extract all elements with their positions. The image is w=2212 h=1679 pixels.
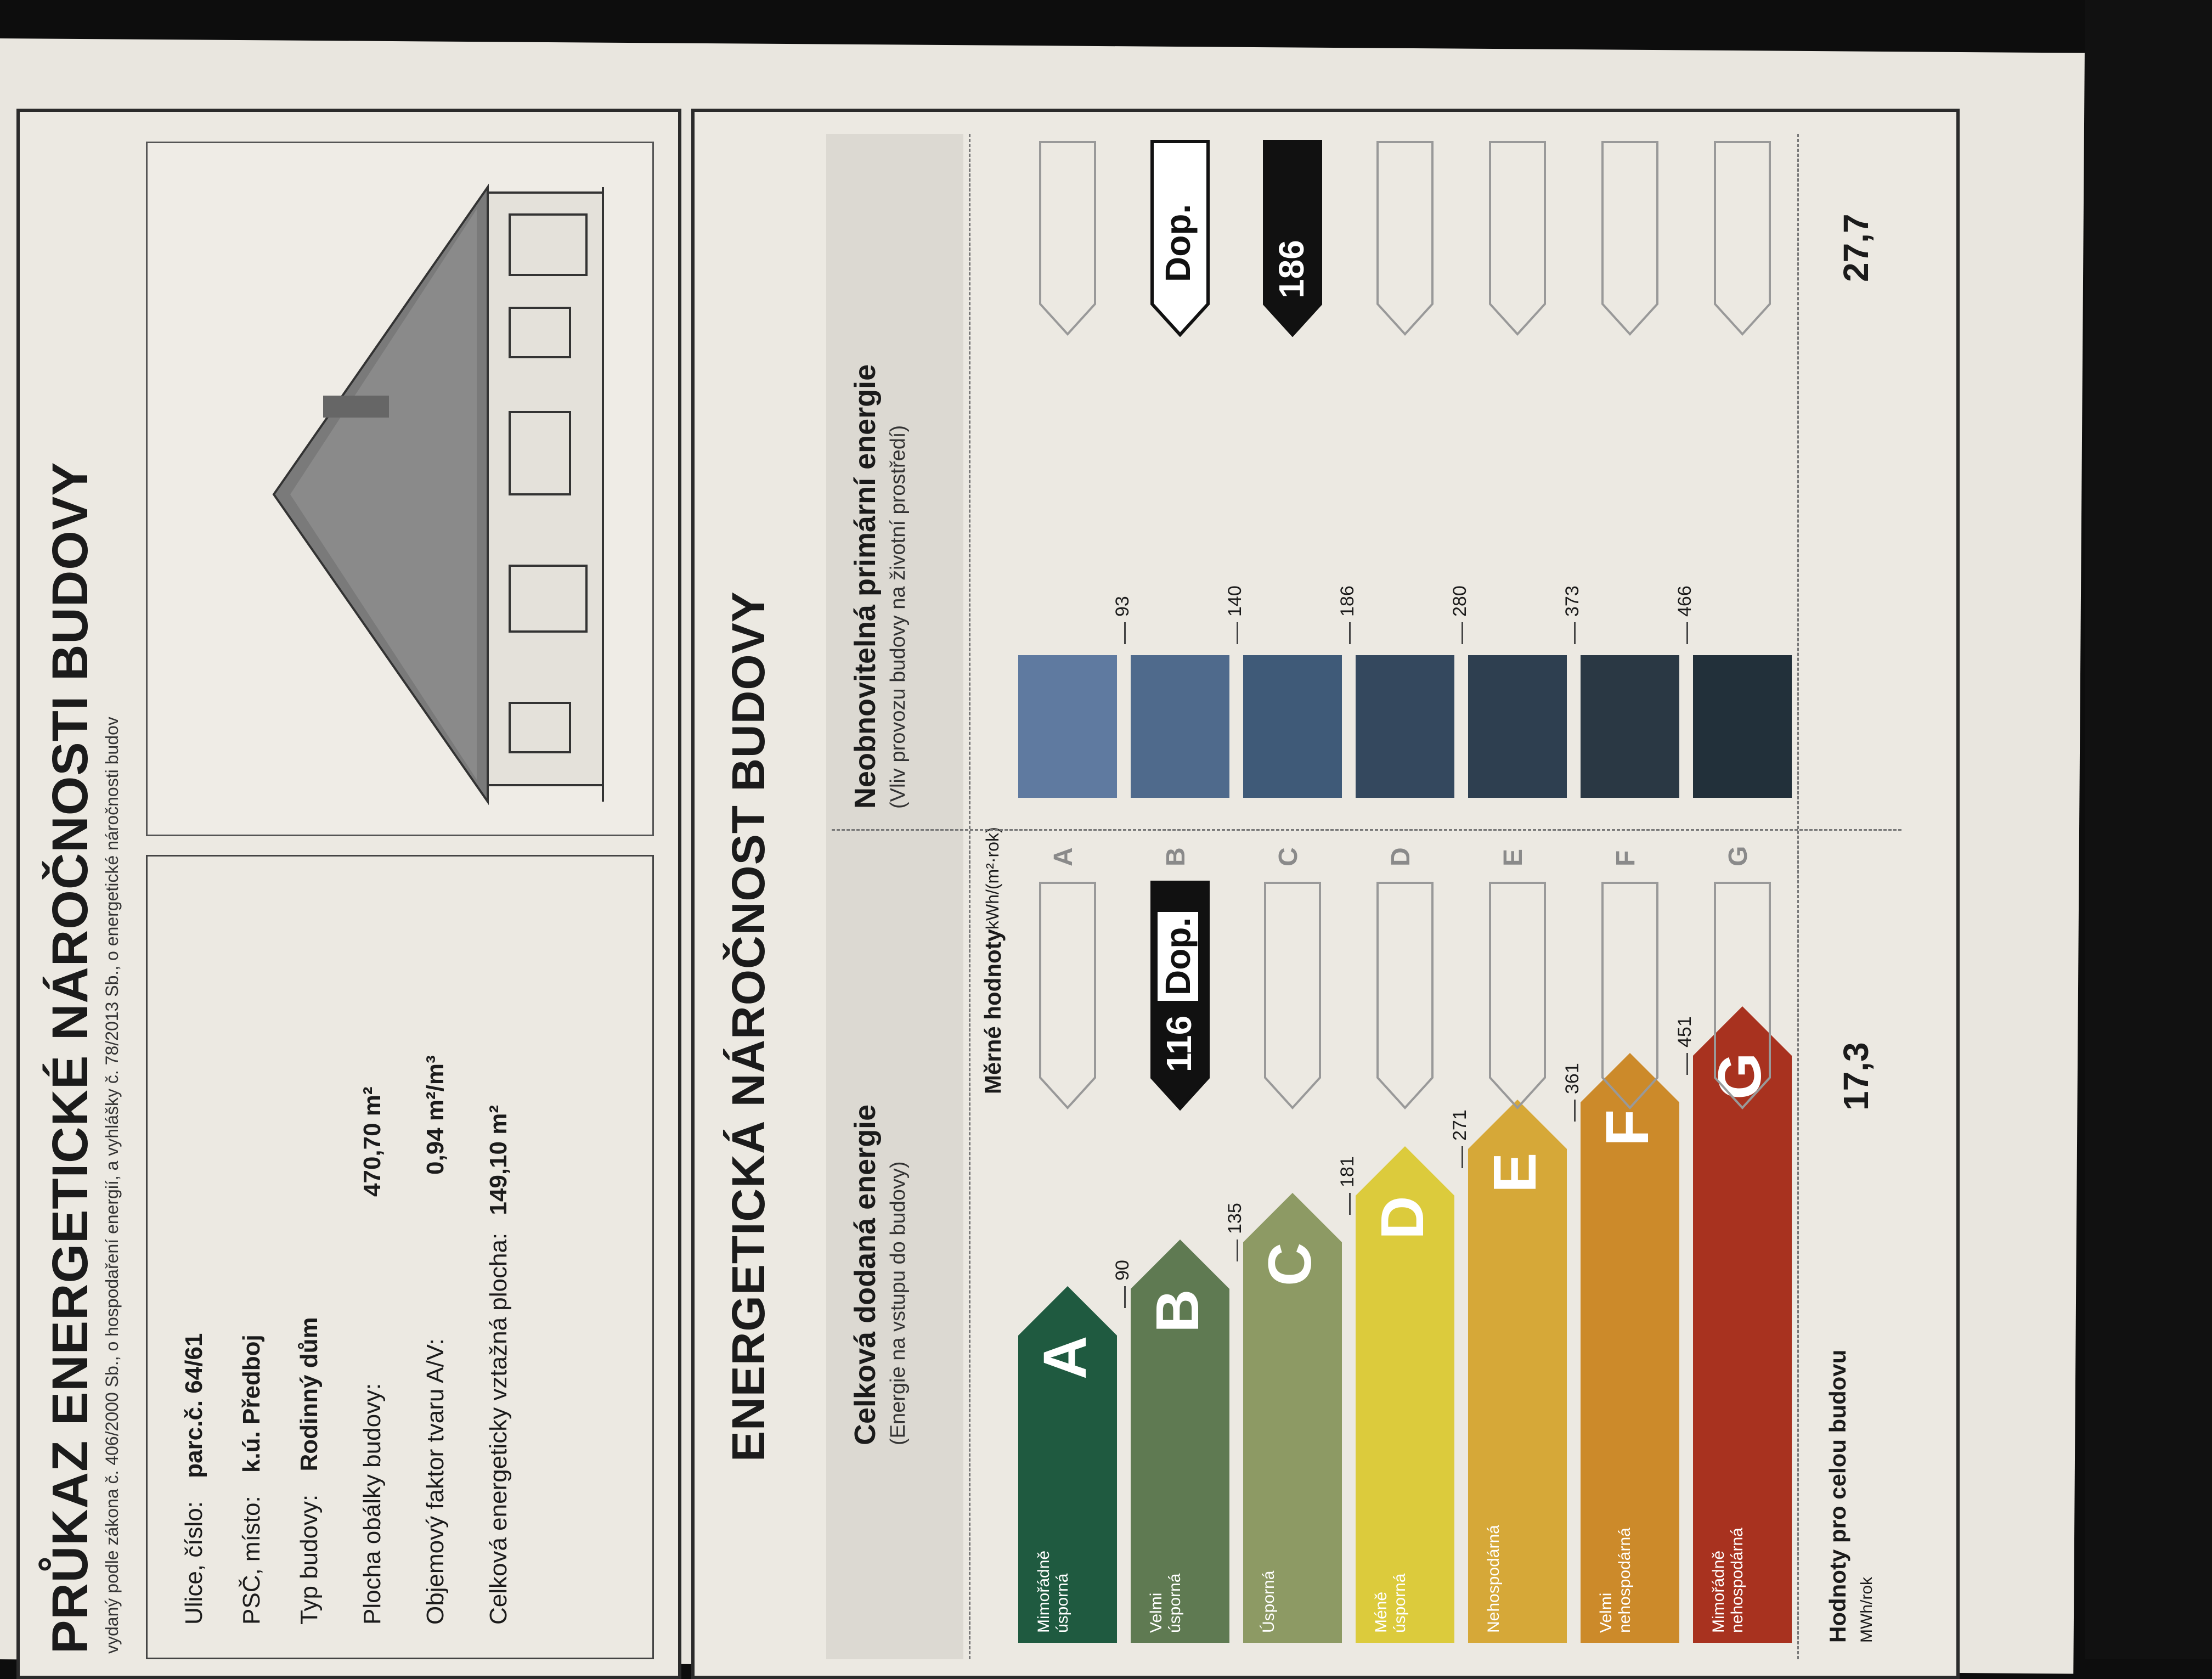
class-bar-b bbox=[1131, 1239, 1229, 1643]
limit-tick-d bbox=[1462, 1146, 1463, 1168]
primary-limit-tick-c bbox=[1349, 622, 1351, 644]
energy-certificate bbox=[16, 115, 1959, 1679]
primary-bar-a bbox=[1018, 655, 1117, 798]
column-letter-e: E bbox=[1499, 848, 1528, 866]
primary-reference-indicator bbox=[1150, 139, 1210, 337]
limit-value-e: 361 bbox=[1562, 1063, 1583, 1094]
limit-value-d: 271 bbox=[1449, 1109, 1470, 1141]
primary-limit-value-f: 466 bbox=[1674, 585, 1695, 617]
street-row bbox=[180, 1333, 208, 1625]
building-drawing bbox=[146, 142, 654, 836]
psc-value: k.ú. Předboj bbox=[238, 1334, 265, 1473]
limit-value-b: 135 bbox=[1224, 1203, 1245, 1234]
primary-slot-d bbox=[1375, 139, 1435, 337]
limit-tick-f bbox=[1686, 1053, 1688, 1075]
house-sketch-image bbox=[148, 143, 652, 835]
total-primary-value: 27,7 bbox=[1836, 213, 1876, 282]
column-divider bbox=[832, 829, 1901, 831]
limit-value-f: 451 bbox=[1674, 1016, 1695, 1047]
specific-values-label: Měrné hodnoty bbox=[980, 929, 1006, 1094]
primary-indicator bbox=[1262, 139, 1323, 337]
column-letter-b: B bbox=[1161, 847, 1190, 866]
delivered-energy-title: Celková dodaná energie bbox=[849, 1104, 882, 1445]
footer-divider bbox=[1797, 134, 1799, 1659]
class-bar-c bbox=[1243, 1193, 1342, 1643]
class-label-f: Velmi nehospodárná bbox=[1597, 1528, 1634, 1633]
area-value: 149,10 m² bbox=[485, 1105, 512, 1215]
primary-limit-value-a: 93 bbox=[1112, 596, 1133, 617]
class-label-d: Méně úsporná bbox=[1372, 1573, 1409, 1633]
header-divider bbox=[969, 134, 970, 1659]
primary-slot-g bbox=[1712, 139, 1773, 337]
total-label: Hodnoty pro celou budovu bbox=[1825, 1349, 1850, 1643]
primary-bar-f bbox=[1581, 655, 1679, 798]
primary-energy-title: Neobnovitelná primární energie bbox=[849, 364, 882, 809]
envelope-label: Plocha obálky budovy: bbox=[359, 1383, 386, 1625]
envelope-value: 470,70 m² bbox=[359, 1086, 386, 1197]
class-letter-e: E bbox=[1481, 1152, 1549, 1193]
factor-label: Objemový faktor tvaru A/V: bbox=[422, 1338, 449, 1625]
type-row bbox=[296, 1317, 323, 1625]
class-letter-f: F bbox=[1594, 1109, 1661, 1146]
limit-tick-a bbox=[1124, 1286, 1126, 1308]
primary-energy-subtitle: (Vliv provozu budovy na životní prostředí) bbox=[887, 425, 910, 809]
primary-limit-tick-a bbox=[1124, 622, 1126, 644]
envelope-row bbox=[359, 1086, 386, 1625]
street-value: parc.č. 64/61 bbox=[180, 1333, 207, 1478]
class-bar-f bbox=[1581, 1053, 1679, 1643]
primary-limit-tick-d bbox=[1462, 622, 1463, 644]
class-bar-d bbox=[1356, 1146, 1454, 1643]
primary-limit-value-c: 186 bbox=[1337, 585, 1358, 617]
limit-tick-e bbox=[1574, 1100, 1576, 1122]
primary-reference-indicator-tag: Dop. bbox=[1158, 199, 1198, 288]
primary-bar-c bbox=[1243, 655, 1342, 798]
delivered-indicator bbox=[1150, 880, 1210, 1111]
primary-bar-g bbox=[1693, 655, 1792, 798]
specific-values-unit: kWh/(m²·rok) bbox=[983, 827, 1002, 929]
limit-tick-c bbox=[1349, 1193, 1351, 1215]
class-label-e: Nehospodárná bbox=[1485, 1525, 1503, 1633]
primary-limit-value-e: 373 bbox=[1562, 585, 1583, 617]
class-label-a: Mimořádně úsporná bbox=[1035, 1550, 1071, 1633]
primary-slot-f bbox=[1600, 139, 1660, 337]
type-label: Typ budovy: bbox=[296, 1494, 323, 1625]
total-delivered-value: 17,3 bbox=[1836, 1042, 1876, 1111]
certificate-title: PRŮKAZ ENERGETICKÉ NÁROČNOSTI BUDOVY bbox=[42, 461, 98, 1654]
energy-frame bbox=[691, 109, 1960, 1679]
background-edge bbox=[2085, 0, 2212, 1659]
limit-value-a: 90 bbox=[1112, 1260, 1133, 1281]
area-label: Celková energeticky vztažná plocha: bbox=[485, 1232, 512, 1625]
primary-limit-tick-e bbox=[1574, 622, 1576, 644]
class-label-c: Úsporná bbox=[1260, 1570, 1278, 1633]
delivered-slot-a bbox=[1037, 880, 1098, 1111]
primary-bar-e bbox=[1468, 655, 1567, 798]
primary-limit-tick-b bbox=[1237, 622, 1238, 644]
total-unit: MWh/rok bbox=[1858, 1577, 1876, 1643]
delivered-indicator-value: 116 bbox=[1159, 1015, 1199, 1072]
primary-limit-value-b: 140 bbox=[1224, 585, 1245, 617]
header-frame bbox=[16, 109, 681, 1679]
column-letter-f: F bbox=[1611, 850, 1640, 866]
delivered-slot-d bbox=[1375, 880, 1435, 1111]
primary-limit-value-d: 280 bbox=[1449, 585, 1470, 617]
primary-limit-tick-f bbox=[1686, 622, 1688, 644]
delivered-slot-e bbox=[1487, 880, 1548, 1111]
column-letter-c: C bbox=[1274, 847, 1303, 866]
primary-slot-e bbox=[1487, 139, 1548, 337]
delivered-slot-f bbox=[1600, 880, 1660, 1111]
column-letter-g: G bbox=[1724, 846, 1753, 866]
primary-bar-b bbox=[1131, 655, 1229, 798]
primary-indicator-shape bbox=[1262, 139, 1323, 337]
factor-value: 0,94 m²/m³ bbox=[422, 1055, 449, 1175]
class-bar-e bbox=[1468, 1100, 1567, 1643]
column-letter-d: D bbox=[1386, 847, 1415, 866]
primary-indicator-value: 186 bbox=[1272, 240, 1311, 298]
delivered-slot-g bbox=[1712, 880, 1773, 1111]
limit-tick-b bbox=[1237, 1239, 1238, 1261]
type-value: Rodinný dům bbox=[296, 1317, 323, 1472]
primary-slot-a bbox=[1037, 139, 1098, 337]
delivered-indicator-tag: Dop. bbox=[1158, 912, 1198, 1001]
column-letter-a: A bbox=[1049, 847, 1078, 866]
delivered-slot-c bbox=[1262, 880, 1323, 1111]
class-letter-b: B bbox=[1144, 1289, 1211, 1333]
street-label: Ulice, číslo: bbox=[180, 1501, 207, 1625]
psc-label: PSČ, místo: bbox=[238, 1496, 265, 1625]
class-letter-d: D bbox=[1369, 1196, 1436, 1239]
primary-bar-d bbox=[1356, 655, 1454, 798]
section-title: ENERGETICKÁ NÁROČNOST BUDOVY bbox=[723, 591, 774, 1462]
class-letter-a: A bbox=[1031, 1336, 1099, 1379]
class-label-b: Velmi úsporná bbox=[1147, 1573, 1184, 1633]
class-letter-g: G bbox=[1706, 1052, 1774, 1100]
class-bar-a bbox=[1018, 1286, 1117, 1643]
area-row bbox=[485, 1105, 512, 1625]
psc-row bbox=[238, 1334, 266, 1625]
certificate-subtitle: vydaný podle zákona č. 406/2000 Sb., o hospodaření energií, a vyhlášky č. 78/2013 Sb., o energetické náročnosti budov bbox=[102, 717, 122, 1654]
class-label-g: Mimořádně nehospodárná bbox=[1709, 1528, 1746, 1633]
class-letter-c: C bbox=[1256, 1242, 1324, 1286]
delivered-energy-subtitle: (Energie na vstupu do budovy) bbox=[887, 1161, 910, 1445]
limit-value-c: 181 bbox=[1337, 1156, 1358, 1187]
building-info-box bbox=[146, 855, 654, 1659]
factor-row bbox=[422, 1055, 449, 1625]
